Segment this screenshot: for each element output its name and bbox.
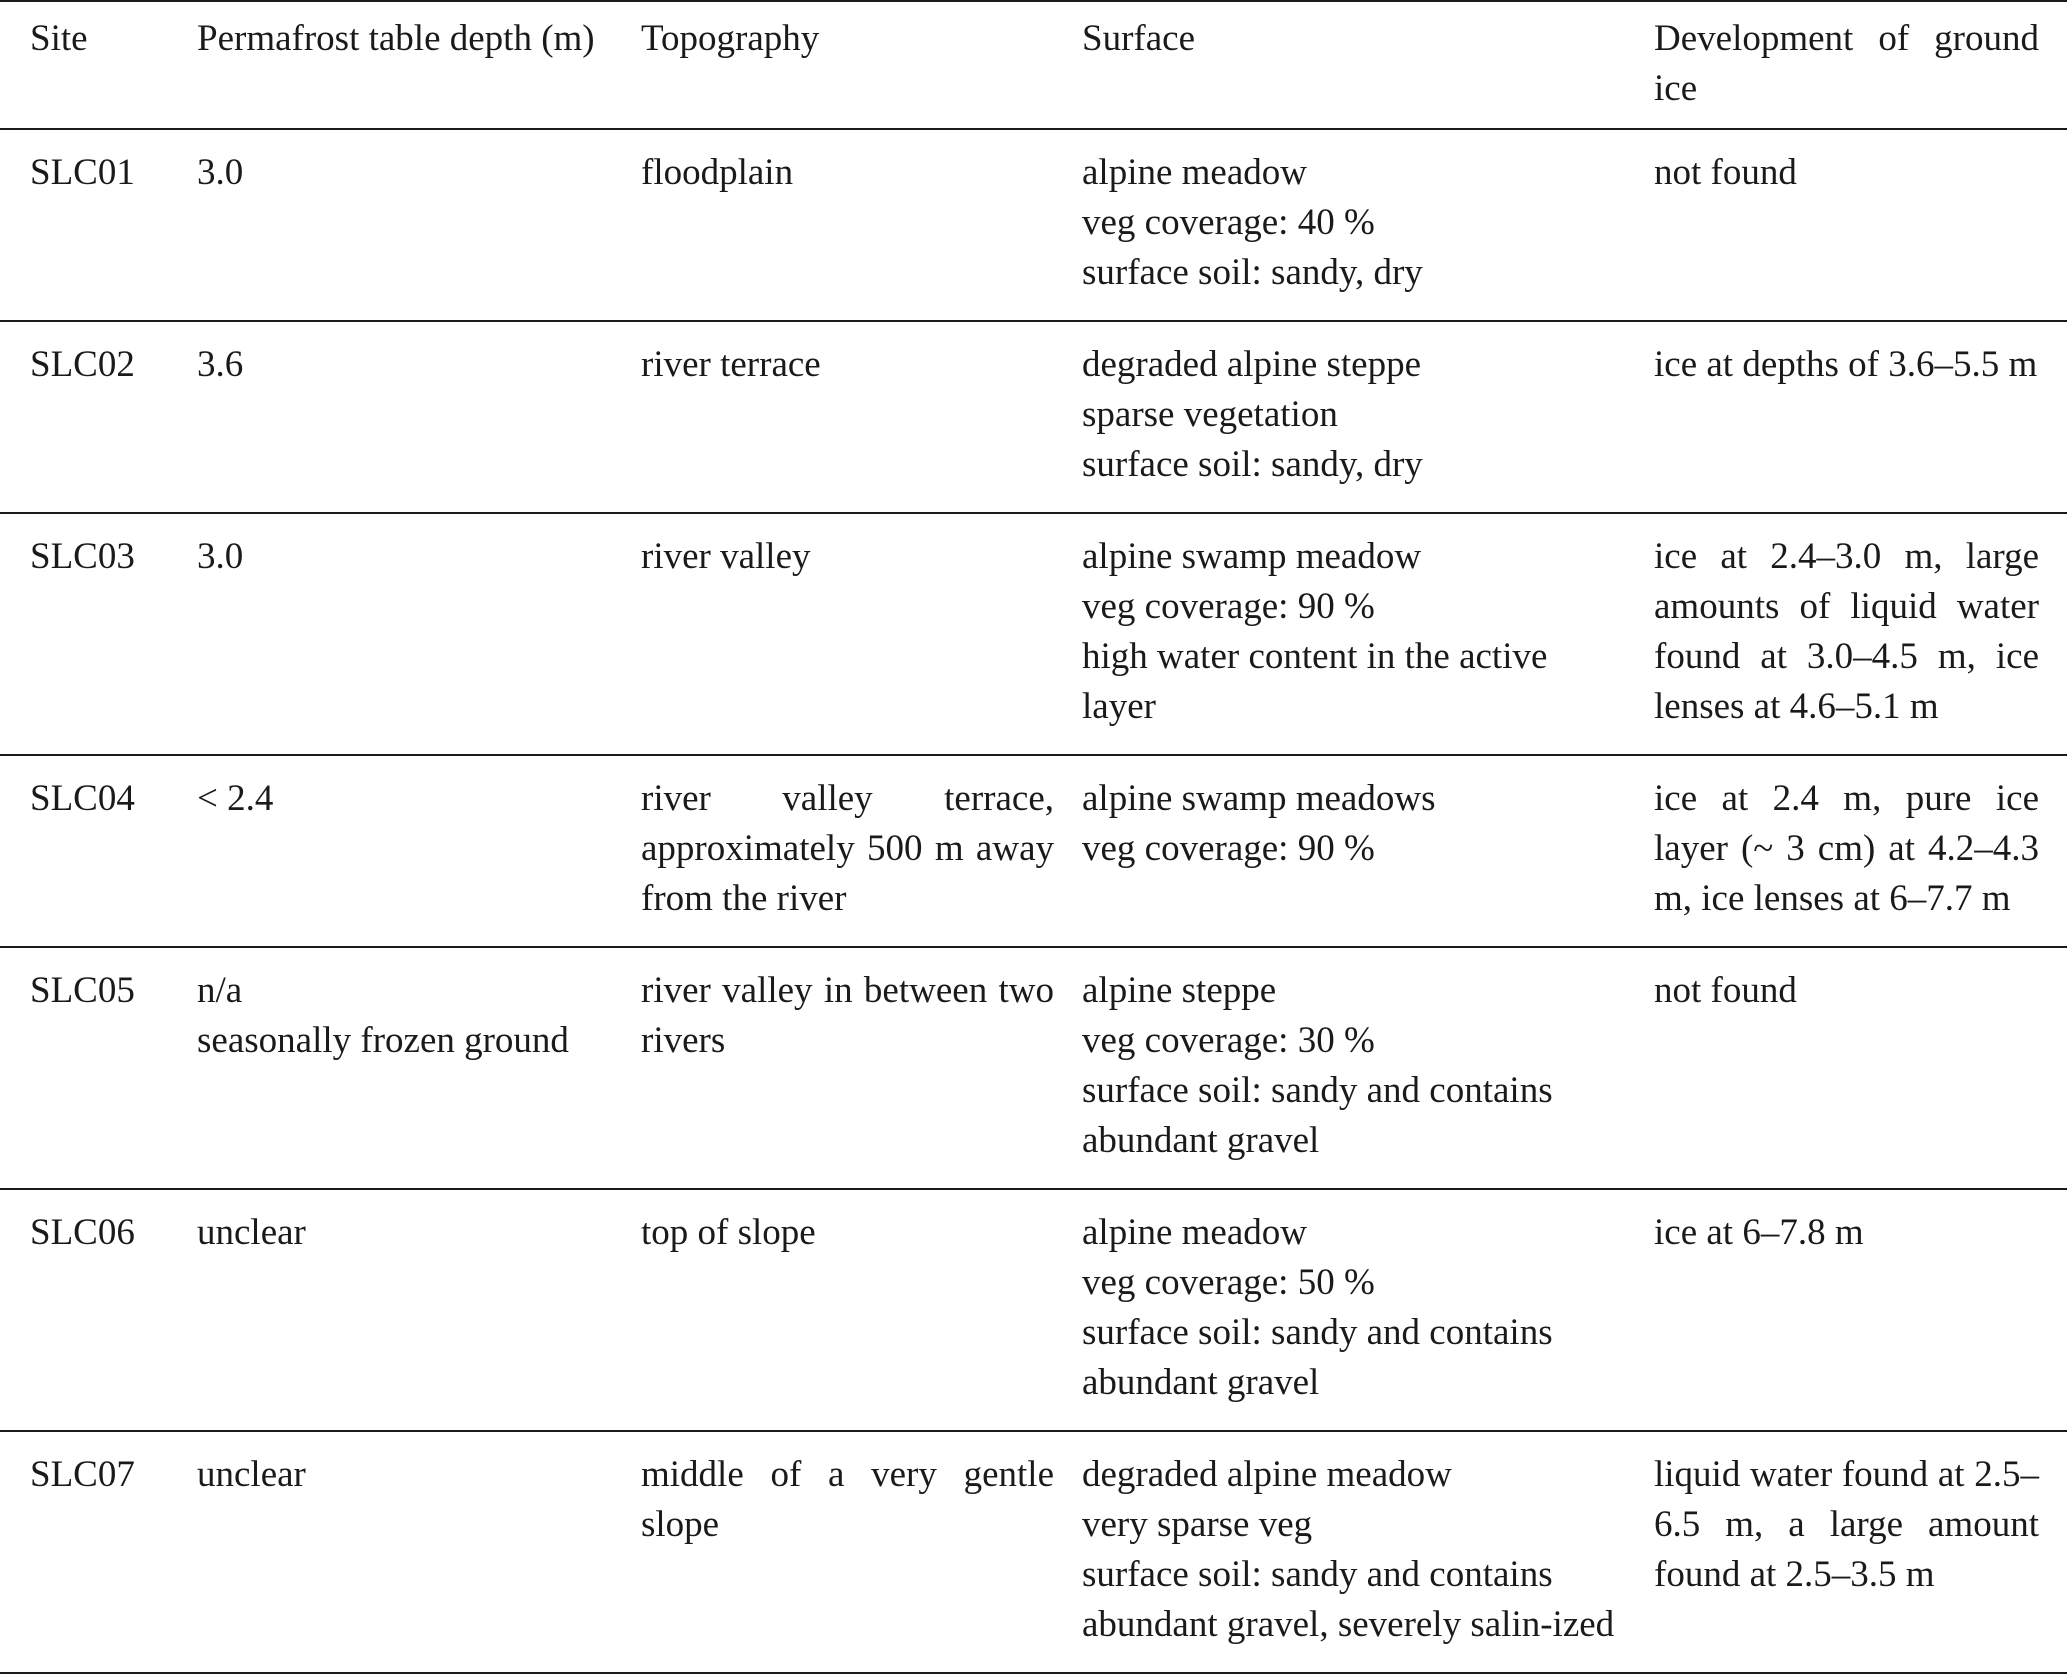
cell-topography: top of slope (641, 1212, 816, 1253)
surface-line: sparse vegetation (1082, 394, 1338, 435)
header-surface: Surface (1082, 18, 1195, 59)
surface-line: surface soil: sandy, dry (1082, 252, 1423, 293)
cell-site: SLC01 (30, 152, 135, 193)
cell-depth (197, 755, 641, 947)
header-site: Site (30, 18, 88, 59)
surface-line: surface soil: sandy and contains abundant gravel (1082, 1070, 1553, 1161)
cell-topography: river valley terrace, approximately 500 m away from the river (641, 778, 1054, 919)
table-row (0, 513, 2067, 755)
surface-line: alpine meadow (1082, 1212, 1307, 1253)
table-row (0, 1431, 2067, 1673)
table-row (0, 947, 2067, 1189)
cell-site: SLC07 (30, 1454, 135, 1495)
depth-line: 3.6 (197, 344, 244, 385)
cell-topography: river valley (641, 536, 811, 577)
header-topography: Topography (641, 18, 820, 59)
surface-line: veg coverage: 90 % (1082, 828, 1375, 869)
header-row (0, 1, 2067, 129)
cell-topography: middle of a very gentle slope (641, 1454, 1054, 1545)
cell-depth (197, 513, 641, 755)
cell-site: SLC03 (30, 536, 135, 577)
surface-line: surface soil: sandy and contains abundant gravel (1082, 1312, 1553, 1403)
surface-line: high water content in the active layer (1082, 636, 1548, 727)
surface-line: veg coverage: 50 % (1082, 1262, 1375, 1303)
cell-ground-ice: not found (1654, 152, 1797, 193)
depth-line: unclear (197, 1212, 306, 1253)
cell-ground-ice: ice at 6–7.8 m (1654, 1212, 1864, 1253)
surface-line: veg coverage: 90 % (1082, 586, 1375, 627)
cell-surface (1082, 513, 1654, 755)
cell-surface (1082, 755, 1654, 947)
header-ground-ice: Development of ground ice (1654, 18, 2039, 109)
table-row (0, 129, 2067, 321)
surface-line: alpine swamp meadow (1082, 536, 1422, 577)
cell-topography: river valley in between two rivers (641, 970, 1054, 1061)
surface-line: alpine meadow (1082, 152, 1307, 193)
surface-line: veg coverage: 40 % (1082, 202, 1375, 243)
surface-line: very sparse veg (1082, 1504, 1313, 1545)
cell-depth (197, 1189, 641, 1431)
depth-line: n/a (197, 970, 243, 1011)
cell-surface (1082, 129, 1654, 321)
cell-ground-ice: ice at depths of 3.6–5.5 m (1654, 344, 2038, 385)
cell-topography: river terrace (641, 344, 821, 385)
depth-line: seasonally frozen ground (197, 1020, 569, 1061)
surface-line: alpine swamp meadows (1082, 778, 1436, 819)
table-body (0, 129, 2067, 1673)
depth-line: 3.0 (197, 536, 244, 577)
depth-line: < 2.4 (197, 778, 274, 819)
cell-site: SLC06 (30, 1212, 135, 1253)
cell-ground-ice: liquid water found at 2.5–6.5 m, a large amount found at 2.5–3.5 m (1654, 1454, 2039, 1595)
depth-line: unclear (197, 1454, 306, 1495)
cell-depth (197, 1431, 641, 1673)
table-header (0, 1, 2067, 129)
surface-line: surface soil: sandy, dry (1082, 444, 1423, 485)
cell-depth (197, 129, 641, 321)
cell-ground-ice: ice at 2.4 m, pure ice layer (~ 3 cm) at 4.2–4.3 m, ice lenses at 6–7.7 m (1654, 778, 2039, 919)
surface-line: alpine steppe (1082, 970, 1277, 1011)
cell-site: SLC02 (30, 344, 135, 385)
header-permafrost-depth: Permafrost table depth (m) (197, 18, 595, 59)
cell-depth (197, 947, 641, 1189)
surface-line: surface soil: sandy and contains abundant gravel, severely salin-ized (1082, 1554, 1615, 1645)
cell-topography: floodplain (641, 152, 794, 193)
cell-ground-ice: ice at 2.4–3.0 m, large amounts of liquid water found at 3.0–4.5 m, ice lenses at 4.6–5.1 m (1654, 536, 2039, 727)
cell-surface (1082, 1189, 1654, 1431)
cell-surface (1082, 947, 1654, 1189)
cell-depth (197, 321, 641, 513)
surface-line: veg coverage: 30 % (1082, 1020, 1375, 1061)
cell-surface (1082, 1431, 1654, 1673)
cell-site: SLC04 (30, 778, 135, 819)
cell-surface (1082, 321, 1654, 513)
table-row (0, 755, 2067, 947)
surface-line: degraded alpine meadow (1082, 1454, 1452, 1495)
depth-line: 3.0 (197, 152, 244, 193)
surface-line: degraded alpine steppe (1082, 344, 1422, 385)
table-row (0, 1189, 2067, 1431)
table-row (0, 321, 2067, 513)
cell-site: SLC05 (30, 970, 135, 1011)
cell-ground-ice: not found (1654, 970, 1797, 1011)
